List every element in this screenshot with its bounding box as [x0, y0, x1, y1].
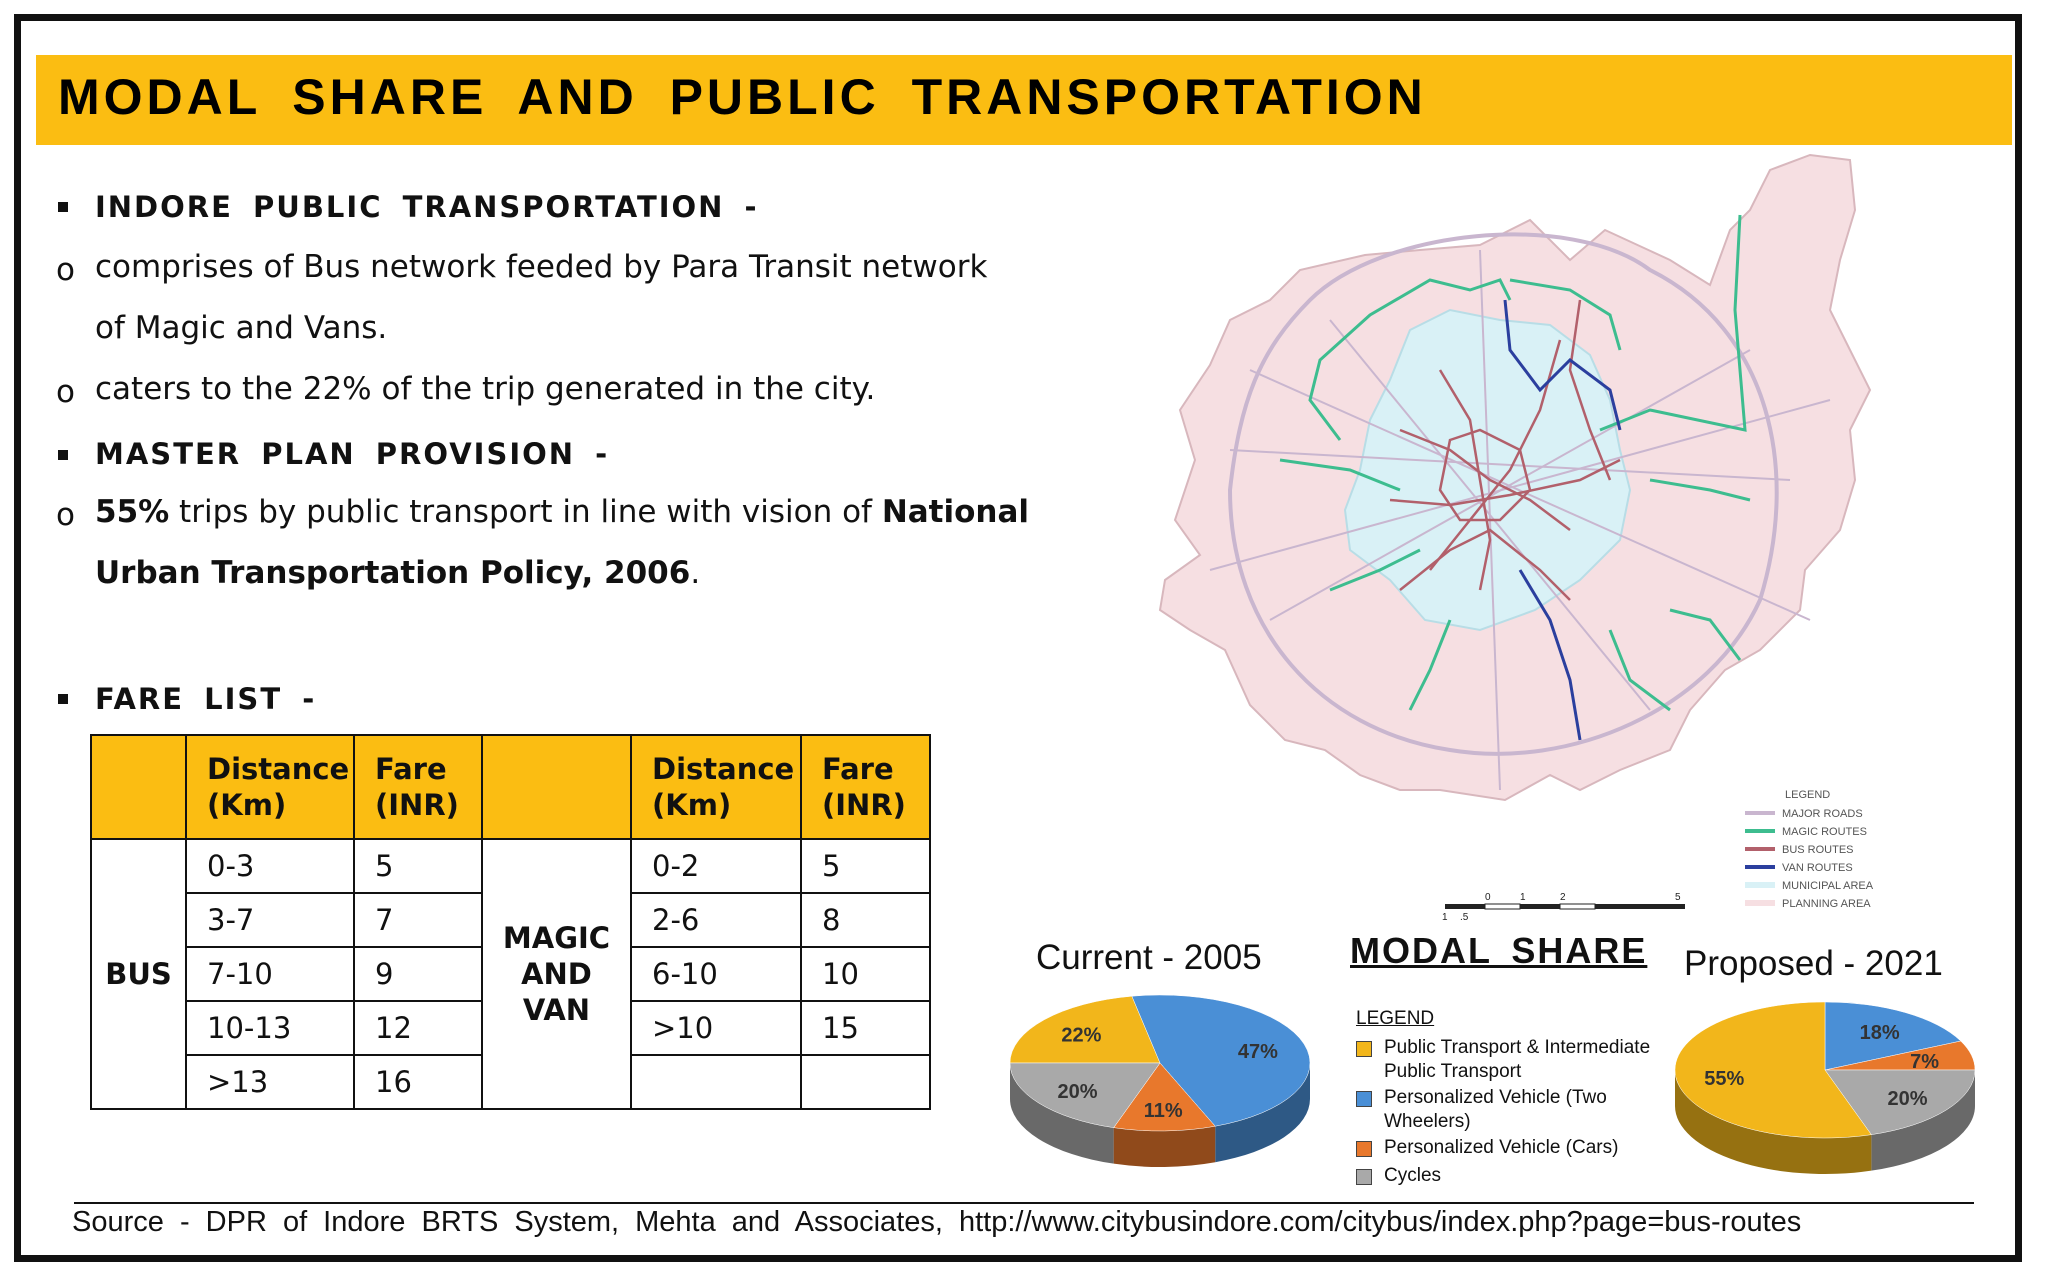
header-cell-empty: [91, 735, 186, 839]
footer-divider: [74, 1202, 1974, 1204]
highlight-text: Urban Transportation Policy, 2006: [95, 555, 691, 591]
bullet-circle: o: [56, 374, 75, 410]
map-legend-label: PLANNING AREA: [1782, 898, 1871, 910]
map-legend-label: MAJOR ROADS: [1782, 808, 1863, 820]
legend-label: Personalized Vehicle (Cars): [1384, 1137, 1619, 1158]
map-legend-label: VAN ROUTES: [1782, 862, 1853, 874]
table-cell: [801, 1055, 930, 1109]
legend-swatch: [1356, 1141, 1372, 1157]
bus-group-label: BUS: [91, 839, 186, 1109]
table-cell: 2-6: [631, 893, 801, 947]
map-legend: [1745, 789, 1874, 910]
legend-label: Cycles: [1384, 1165, 1442, 1186]
modal-share-title: MODAL SHARE: [1350, 930, 1648, 971]
highlight-text: National: [881, 494, 1030, 530]
pie-side-2: [1114, 1126, 1216, 1167]
text-line: of Magic and Vans.: [95, 310, 388, 346]
scale-label: .5: [1460, 912, 1469, 920]
table-cell: 8: [801, 893, 930, 947]
indore-route-map: [1150, 150, 1890, 920]
table-cell: 9: [354, 947, 482, 1001]
scale-label: 1: [1520, 892, 1526, 903]
bullet-circle: o: [56, 497, 75, 533]
table-cell: >13: [186, 1055, 354, 1109]
modal-share-legend: [1356, 1008, 1684, 1190]
pie-data-label: 7%: [1910, 1050, 1939, 1073]
pie-title-2005: Current - 2005: [1036, 938, 1262, 977]
bullet-square: [58, 202, 68, 212]
bullet-circle: o: [56, 252, 75, 288]
scale-bar-segment: [1560, 904, 1595, 909]
table-cell: 12: [354, 1001, 482, 1055]
magic-group-label: [482, 839, 631, 1109]
header-cell: Distance (Km): [186, 735, 354, 839]
table-cell: 10-13: [186, 1001, 354, 1055]
legend-item: [1356, 1164, 1684, 1188]
table-header-row: [91, 735, 930, 839]
table-cell: 6-10: [631, 947, 801, 1001]
text-line: comprises of Bus network feeded by Para Transit network: [95, 249, 988, 285]
table-cell: 5: [354, 839, 482, 893]
scale-label: 2: [1560, 892, 1566, 903]
map-legend-label: MAGIC ROUTES: [1782, 826, 1867, 838]
map-legend-label: BUS ROUTES: [1782, 844, 1854, 856]
map-legend-label: MUNICIPAL AREA: [1782, 880, 1874, 892]
table-cell: 10: [801, 947, 930, 1001]
table-cell: 16: [354, 1055, 482, 1109]
pie-title-2021: Proposed - 2021: [1684, 944, 1943, 983]
table-row: [91, 839, 930, 893]
header-cell: Fare (INR): [354, 735, 482, 839]
scale-label: 0: [1485, 892, 1491, 903]
page-title: MODAL SHARE AND PUBLIC TRANSPORTATION: [58, 69, 1427, 125]
pie-data-label: 22%: [1061, 1024, 1102, 1047]
text-line: [95, 494, 1029, 530]
table-cell: 7: [354, 893, 482, 947]
section-heading-fare-list: FARE LIST -: [95, 682, 317, 716]
legend-item: [1356, 1086, 1664, 1134]
section-heading-master-plan: MASTER PLAN PROVISION -: [95, 437, 610, 471]
magic-label-text: MAGIC AND VAN: [502, 921, 611, 1027]
pie-data-label: 47%: [1237, 1041, 1278, 1064]
scale-label: 5: [1675, 892, 1681, 903]
text-line: caters to the 22% of the trip generated in the city.: [95, 371, 876, 407]
table-cell: >10: [631, 1001, 801, 1055]
legend-item: [1356, 1136, 1684, 1160]
table-cell: 15: [801, 1001, 930, 1055]
table-cell: 5: [801, 839, 930, 893]
pie-data-label: 18%: [1859, 1021, 1900, 1044]
table-cell: 0-3: [186, 839, 354, 893]
legend-label: Public Transport & Intermediate Public Transport: [1384, 1037, 1651, 1082]
map-scale-bar: [1442, 892, 1685, 920]
legend-title: LEGEND: [1356, 1008, 1435, 1029]
bullet-square: [58, 450, 68, 460]
pie-chart-2021: [1665, 992, 1985, 1182]
pie-data-label: 20%: [1887, 1088, 1928, 1111]
table-cell: [631, 1055, 801, 1109]
table-cell: 0-2: [631, 839, 801, 893]
table-cell: 3-7: [186, 893, 354, 947]
pie-data-label: 20%: [1057, 1081, 1098, 1104]
pie-data-label: 55%: [1704, 1068, 1745, 1091]
legend-item: [1356, 1036, 1684, 1084]
legend-swatch: [1356, 1169, 1372, 1185]
bullet-square: [58, 694, 68, 704]
scale-label: 1: [1442, 912, 1448, 920]
text-span: trips by public transport in line with vision of: [169, 494, 882, 530]
header-cell-empty: [482, 735, 631, 839]
map-legend-title: LEGEND: [1785, 789, 1831, 801]
pie-chart-2005: [1000, 985, 1320, 1175]
text-span: .: [690, 555, 701, 591]
section-heading-indore: INDORE PUBLIC TRANSPORTATION -: [95, 190, 759, 224]
scale-bar-segment: [1485, 904, 1520, 909]
legend-label: Personalized Vehicle (Two Wheelers): [1384, 1087, 1607, 1132]
text-line: [95, 555, 700, 591]
header-cell: Fare (INR): [801, 735, 930, 839]
legend-swatch: [1356, 1041, 1372, 1057]
legend-swatch: [1356, 1091, 1372, 1107]
fare-table: [90, 734, 931, 1110]
table-cell: 7-10: [186, 947, 354, 1001]
highlight-text: 55%: [95, 494, 170, 530]
pie-data-label: 11%: [1143, 1100, 1183, 1123]
header-cell: Distance (Km): [631, 735, 801, 839]
source-citation: Source - DPR of Indore BRTS System, Mehta and Associates, http://www.citybusindore.com/citybus/index.php?page=bus-routes: [72, 1206, 1802, 1238]
